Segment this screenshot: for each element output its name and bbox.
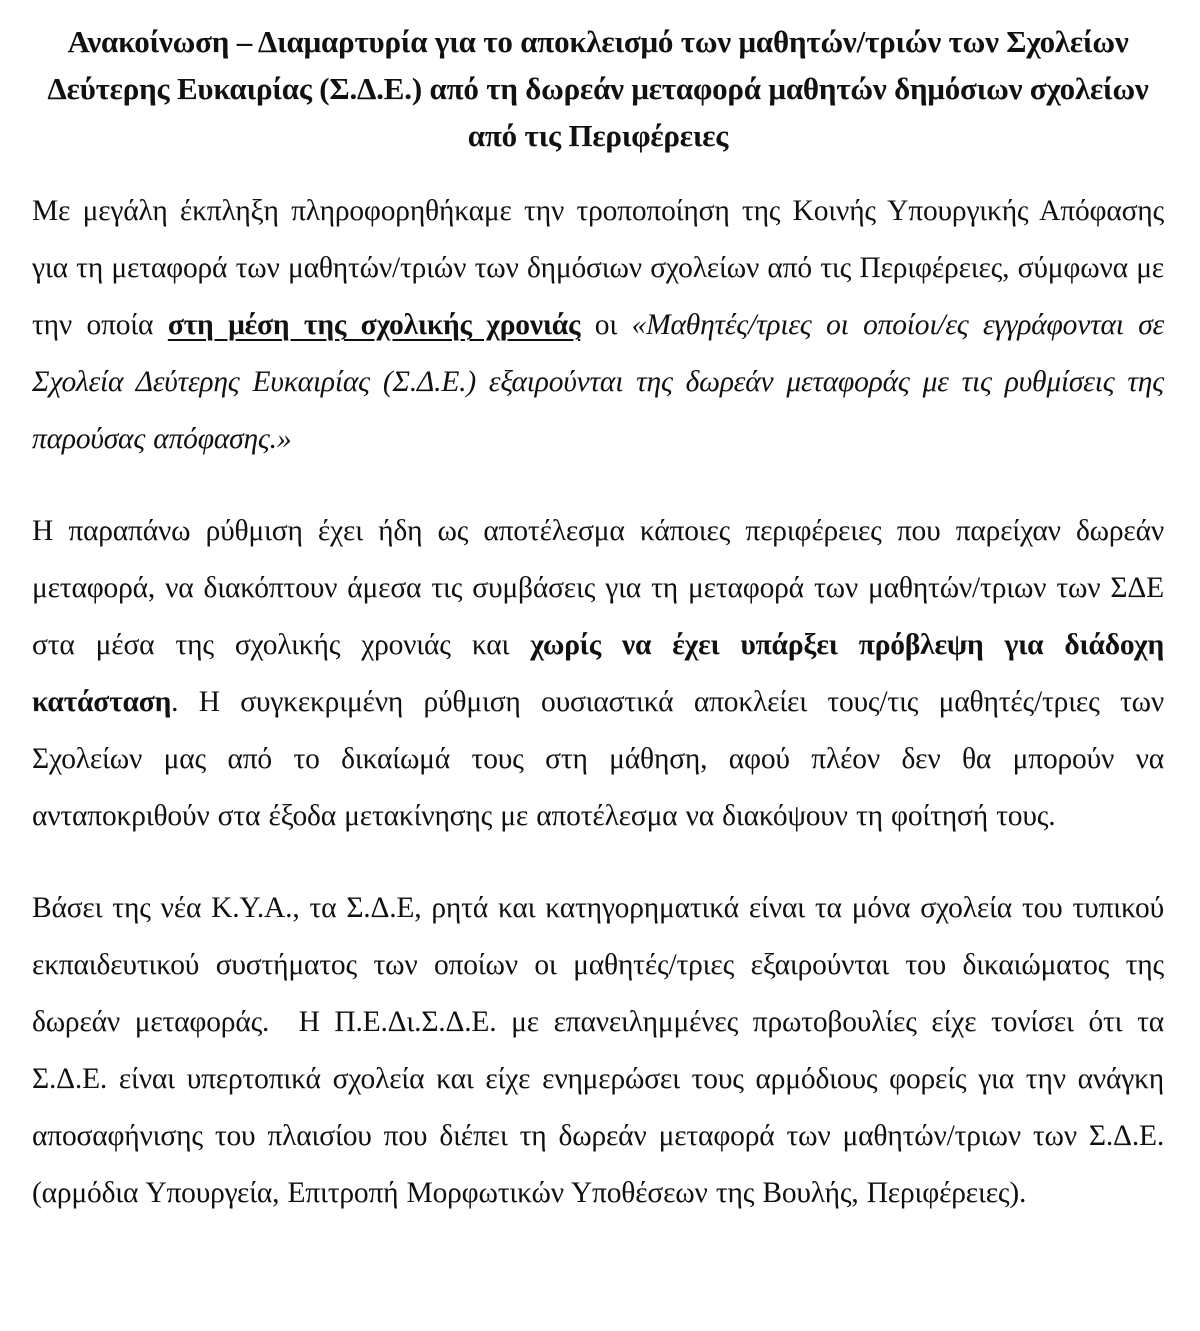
text-segment-bold: χωρίς να έχει υπάρξει πρόβλεψη για διάδοχη κατάσταση (32, 629, 1164, 718)
text-segment-normal: Με μεγάλη έκπληξη πληροφορηθήκαμε την τροποποίηση της Κοινής Υπουργικής Απόφασης για τη μεταφορά των μαθητών/τριών των δημόσιων σχολείων από τις Περιφέρειες, σύμφωνα με την οποία (32, 195, 1164, 341)
text-segment-normal: Η παραπάνω ρύθμιση έχει ήδη ως αποτέλεσμα κάποιες περιφέρειες που παρείχαν δωρεάν μεταφορά, να διακόπτουν άμεσα τις συμβάσεις για τη μεταφορά των μαθητών/τριων των ΣΔΕ στα μέσα της σχολικής χρονιάς και (32, 515, 1164, 661)
text-segment-normal: . Η συγκεκριμένη ρύθμιση ουσιαστικά αποκλείει τους/τις μαθητές/τριες των Σχολείων μας από το δικαίωμά τους στη μάθηση, αφού πλέον δεν θα μπορούν να ανταποκριθούν στα έξοδα μετακίνησης με αποτέλεσμα να διακόψουν τη φοίτησή τους. (32, 686, 1164, 832)
paragraph (32, 880, 1164, 1222)
text-segment-italic: «Μαθητές/τριες οι οποίοι/ες εγγράφονται σε Σχολεία Δεύτερης Ευκαιρίας (Σ.Δ.Ε.) εξαιρούνται της δωρεάν μεταφοράς με τις ρυθμίσεις της παρούσας απόφασης.» (32, 309, 1164, 455)
document-body (32, 183, 1164, 1222)
text-segment-normal: οι (580, 309, 632, 341)
paragraph (32, 503, 1164, 845)
text-segment-bold-underline: στη μέση της σχολικής χρονιάς (167, 309, 581, 341)
text-segment-normal: Βάσει της νέα Κ.Υ.Α., τα Σ.Δ.Ε, ρητά και κατηγορηματικά είναι τα μόνα σχολεία του τυπικού εκπαιδευτικού συστήματος των οποίων οι μαθητές/τριες εξαιρούνται του δικαιώματος της δωρεάν μεταφοράς. Η Π.Ε.Δι.Σ.Δ.Ε. με επανειλημμένες πρωτοβουλίες είχε τονίσει ότι τα Σ.Δ.Ε. είναι υπερτοπικά σχολεία και είχε ενημερώσει τους αρμόδιους φορείς για την ανάγκη αποσαφήνισης του πλαισίου που διέπει τη δωρεάν μεταφορά των μαθητών/τριων των Σ.Δ.Ε. (αρμόδια Υπουργεία, Επιτροπή Μορφωτικών Υποθέσεων της Βουλής, Περιφέρειες). (32, 892, 1164, 1209)
document-title: Ανακοίνωση – Διαμαρτυρία για το αποκλεισμό των μαθητών/τριών των Σχολείων Δεύτερης Ευκαιρίας (Σ.Δ.Ε.) από τη δωρεάν μεταφορά μαθητών δημόσιων σχολείων από τις Περιφέρειες (47, 24, 1149, 153)
paragraph (32, 183, 1164, 468)
